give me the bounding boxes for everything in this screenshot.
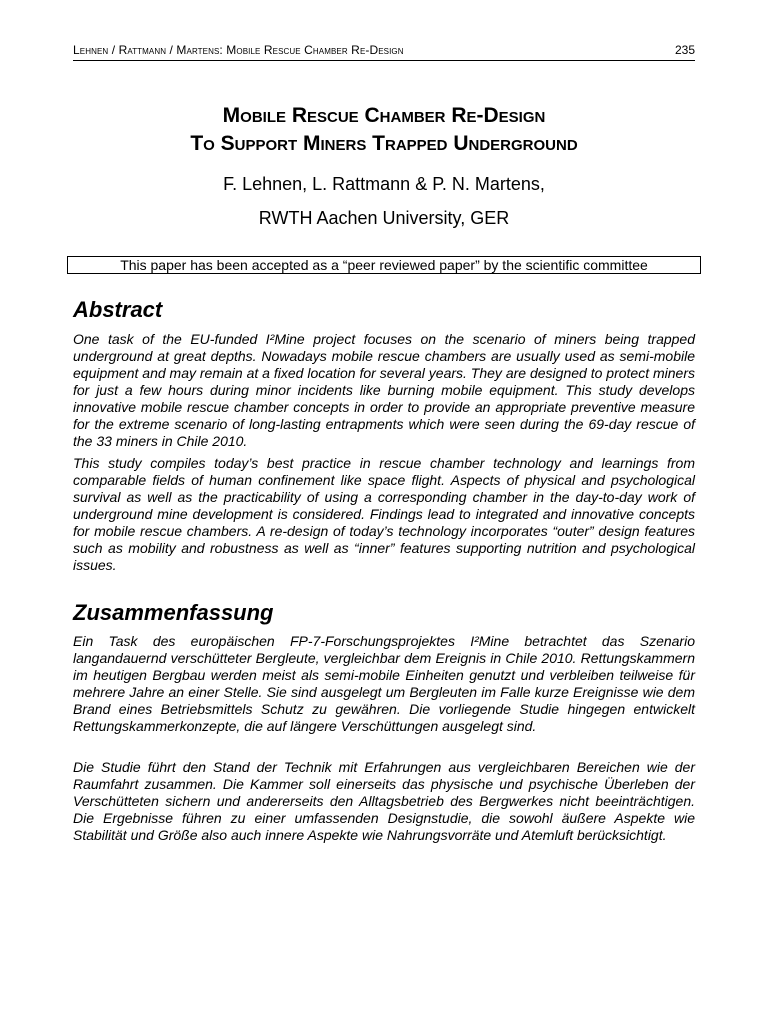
- peer-review-note: This paper has been accepted as a “peer reviewed paper” by the scientific committee: [67, 256, 701, 274]
- authors: F. Lehnen, L. Rattmann & P. N. Martens,: [223, 174, 545, 194]
- abstract-paragraph-1: One task of the EU-funded I²Mine project focuses on the scenario of miners being trapped underground at great depths. Nowadays mobile rescue chambers are usually used as semi-mobile equipment and may remain at a fixed location for several years. They are designed to protect miners for just a few hours during minor incidents like burning mobile equipment. This study develops innovative mobile rescue chamber concepts in order to provide an appropriate preventive measure for the extreme scenario of long-lasting entrapments which were seen during the 69-day rescue of the 33 miners in Chile 2010.: [73, 331, 695, 449]
- abstract-heading: Abstract: [73, 297, 163, 322]
- abstract-paragraph-2: This study compiles today’s best practice in rescue chamber technology and learnings from comparable fields of human confinement like space flight. Aspects of physical and psychological survival as well as the practicability of using a corresponding chamber in the day-to-day work of underground mine development is considered. Findings lead to integrated and innovative concepts for mobile rescue chambers. A re-design of today’s technology incorporates “outer” design features such as mobility and robustness as well as “inner” features supporting nutrition and psychological issues.: [73, 455, 695, 573]
- paper-title: [73, 102, 695, 158]
- zusammenfassung-paragraph-2: Die Studie führt den Stand der Technik mit Erfahrungen aus vergleichbaren Bereichen wie der Raumfahrt zusammen. Die Kammer soll einerseits das physische und psychische Überleben der Verschütteten sichern und andererseits den Alltagsbetrieb des Bergwerkes nicht beeinträchtigen. Die Ergebnisse führen zu einer umfassenden Designstudie, die sowohl äußere Aspekte wie Stabilität und Größe also auch innere Aspekte wie Nahrungsvorräte und Atemluft berücksichtigt.: [73, 759, 695, 843]
- running-head: [73, 42, 695, 61]
- page-number: 235: [674, 43, 695, 57]
- paper-title-line-2: To Support Miners Trapped Underground: [190, 132, 578, 155]
- zusammenfassung-paragraph-1: Ein Task des europäischen FP-7-Forschungsprojektes I²Mine betrachtet das Szenario langandauernd verschütteter Bergleute, vergleichbar dem Ereignis in Chile 2010. Rettungskammern im heutigen Bergbau werden meist als semi-mobile Einheiten genutzt und verbleiben teilweise für mehrere Jahre an einer Stelle. Sie sind ausgelegt um Bergleuten im Falle kurze Ereignisse wie dem Brand eines Betriebsmittels Schutz zu gewähren. Die vorliegende Studie hingegen entwickelt Rettungskammerkonzepte, die auf längere Verschüttungen ausgelegt sind.: [73, 633, 695, 734]
- zusammenfassung-heading: Zusammenfassung: [73, 600, 274, 625]
- affiliation: RWTH Aachen University, GER: [258, 208, 510, 228]
- running-head-title: Lehnen / Rattmann / Martens: Mobile Rescue Chamber Re-Design: [73, 43, 404, 57]
- paper-title-line-1: Mobile Rescue Chamber Re-Design: [222, 104, 546, 127]
